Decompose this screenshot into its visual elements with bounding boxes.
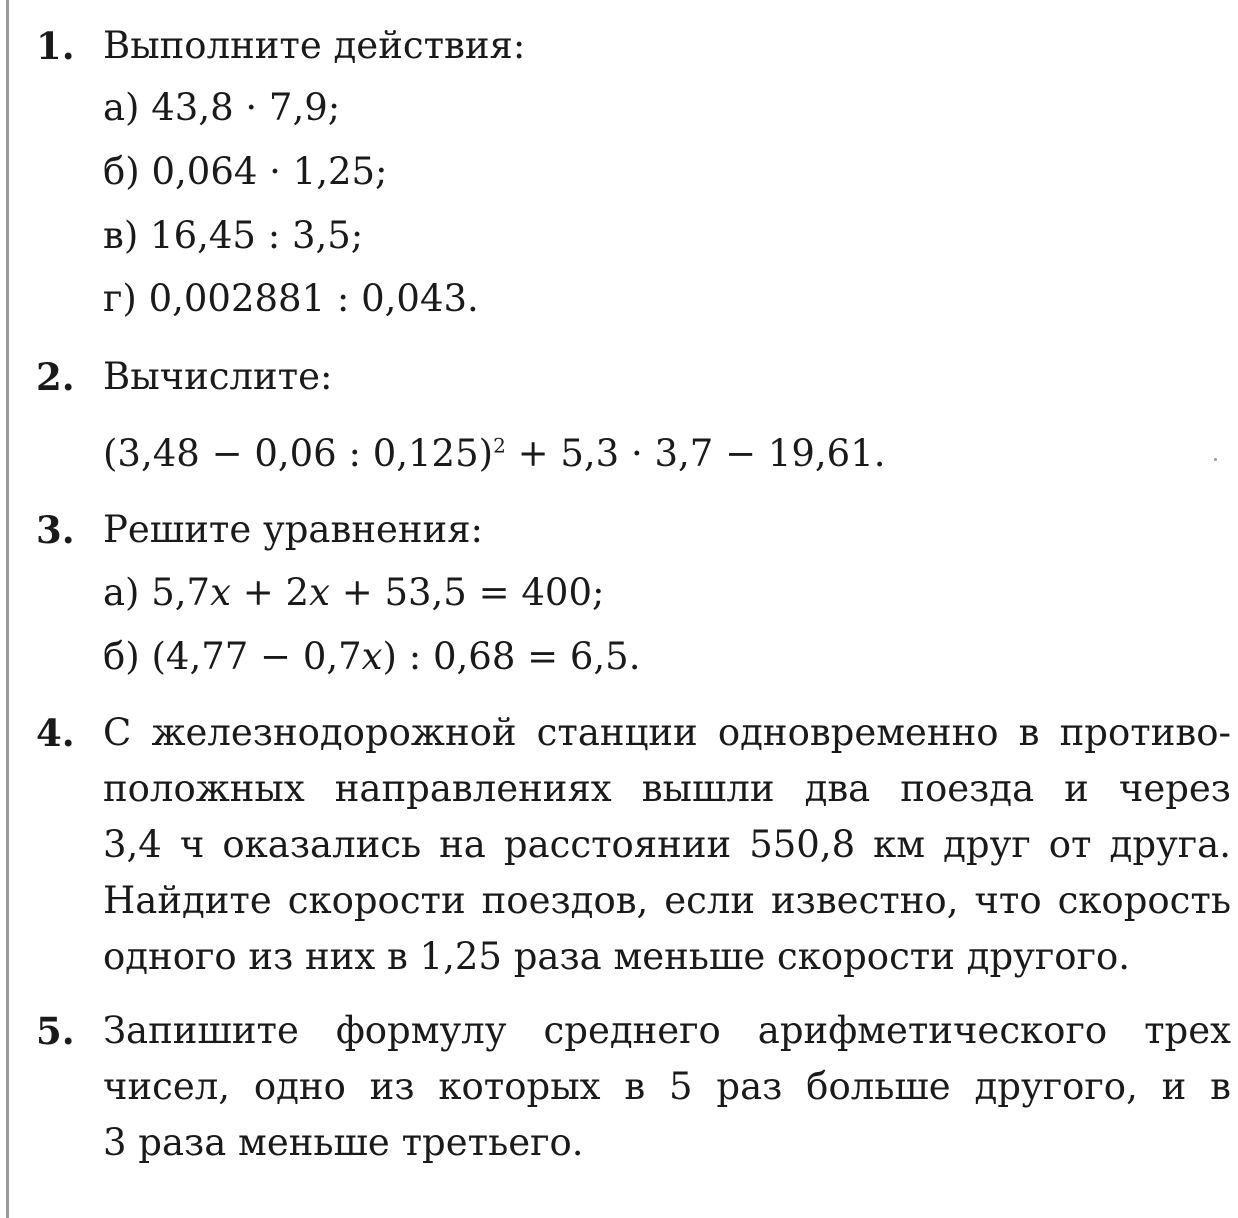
- task4-number: 4.: [36, 711, 75, 755]
- task4-line-4: Найдите скорости поездов, если известно, что скорость: [103, 879, 1231, 922]
- task1-item-a: а) 43,8 · 7,9;: [103, 86, 341, 129]
- task3-equation-a: [103, 571, 604, 615]
- task1-title: Выполните действия:: [103, 24, 526, 67]
- task1-item-b: б) 0,064 · 1,25;: [103, 150, 388, 193]
- task2-expr-part2: + 5,3 · 3,7 − 19,61.: [505, 432, 886, 475]
- eq-a-part2: + 2: [230, 571, 310, 614]
- eq-b-part1: б) (4,77 − 0,7: [103, 635, 362, 678]
- eq-a-part1: а) 5,7: [103, 571, 211, 614]
- task1-item-g: г) 0,002881 : 0,043.: [103, 277, 479, 320]
- task3-equation-b: [103, 635, 640, 679]
- task2-expr-power: 2: [493, 433, 506, 458]
- task2-title: Вычислите:: [103, 355, 333, 398]
- eq-a-var2: x: [309, 571, 330, 614]
- eq-a-var1: x: [210, 571, 231, 614]
- task1-number: 1.: [36, 24, 75, 68]
- task2-expr-part1: (3,48 − 0,06 : 0,125): [103, 432, 494, 475]
- task3-number: 3.: [36, 508, 75, 552]
- task1-item-v: в) 16,45 : 3,5;: [103, 214, 364, 257]
- task4-line-3: 3,4 ч оказались на расстоянии 550,8 км друг от друга.: [103, 823, 1231, 866]
- task4-line-1: С железнодорожной станции одновременно в противо-: [103, 711, 1231, 754]
- scan-speck: [1214, 458, 1217, 461]
- eq-a-part3: + 53,5 = 400;: [329, 571, 605, 614]
- task5-line-1: Запишите формулу среднего арифметического трех: [103, 1009, 1231, 1052]
- task4-line-2: положных направлениях вышли два поезда и через: [103, 767, 1231, 810]
- task4-line-5: одного из них в 1,25 раза меньше скорости другого.: [103, 935, 1131, 978]
- eq-b-part2: ) : 0,68 = 6,5.: [382, 635, 641, 678]
- task2-expression: [103, 432, 886, 476]
- eq-b-var1: x: [361, 635, 383, 678]
- task3-title: Решите уравнения:: [103, 508, 484, 551]
- task5-line-2: чисел, одно из которых в 5 раз больше другого, и в: [103, 1065, 1231, 1108]
- task5-number: 5.: [36, 1009, 75, 1053]
- task5-line-3: 3 раза меньше третьего.: [103, 1121, 584, 1164]
- task2-number: 2.: [36, 355, 75, 399]
